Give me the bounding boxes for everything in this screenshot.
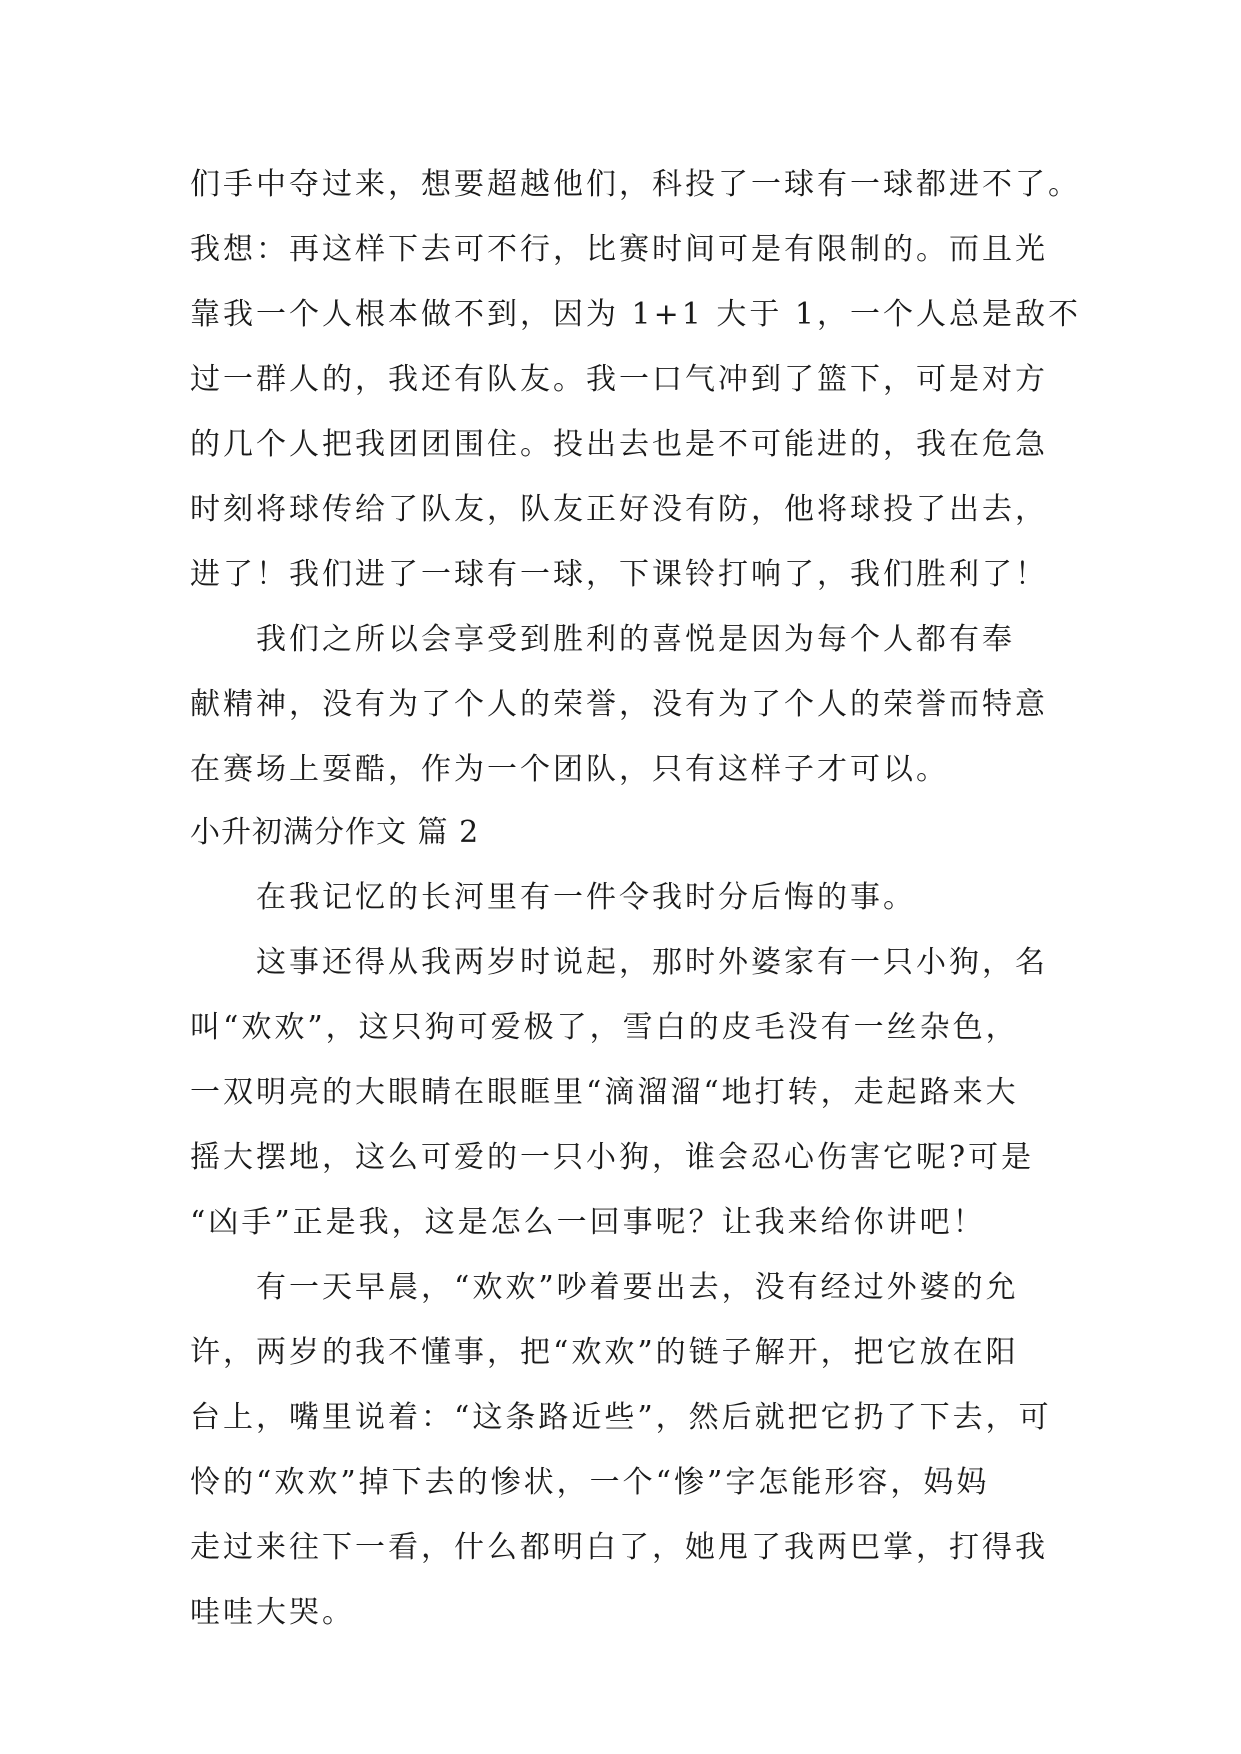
section-heading: 小升初满分作文 篇 2 <box>190 815 480 850</box>
text-line: 怜的“欢欢”掉下去的惨状，一个“惨”字怎能形容，妈妈 <box>190 1465 990 1500</box>
text-line: 我们之所以会享受到胜利的喜悦是因为每个人都有奉 <box>256 622 1015 657</box>
essay-part-2 <box>190 800 1060 1645</box>
essay-part-1 <box>190 152 1082 802</box>
text-line: 台上，嘴里说着：“这条路近些”，然后就把它扔了下去，可 <box>190 1400 1052 1435</box>
text-line: 哇哇大哭。 <box>190 1595 355 1630</box>
text-line: 我想：再这样下去可不行，比赛时间可是有限制的。而且光 <box>190 232 1048 267</box>
text-line: 进了！我们进了一球有一球，下课铃打响了，我们胜利了！ <box>190 557 1048 592</box>
text-line: 在赛场上耍酷，作为一个团队，只有这样子才可以。 <box>190 752 949 787</box>
text-line: 们手中夺过来，想要超越他们，科投了一球有一球都进不了。 <box>190 167 1081 202</box>
paragraph-basketball-game <box>190 152 1082 607</box>
text-line: 靠我一个人根本做不到，因为 1+1 大于 1，一个人总是敌不 <box>190 297 1082 332</box>
text-line: 有一天早晨，“欢欢”吵着要出去，没有经过外婆的允 <box>256 1270 1019 1305</box>
text-line: 过一群人的，我还有队友。我一口气冲到了篮下，可是对方 <box>190 362 1048 397</box>
text-line: 时刻将球传给了队友，队友正好没有防，他将球投了出去， <box>190 492 1048 527</box>
text-line: 许，两岁的我不懂事，把“欢欢”的链子解开，把它放在阳 <box>190 1335 1019 1370</box>
text-line: 一双明亮的大眼睛在眼眶里“滴溜溜“地打转，走起路来大 <box>190 1075 1019 1110</box>
text-line: 叫“欢欢”，这只狗可爱极了，雪白的皮毛没有一丝杂色， <box>190 1010 1019 1045</box>
paragraph-team-spirit <box>190 607 1060 802</box>
paragraph-regret-intro <box>190 865 1060 930</box>
text-line: 走过来往下一看，什么都明白了，她甩了我两巴掌，打得我 <box>190 1530 1048 1565</box>
text-line: 在我记忆的长河里有一件令我时分后悔的事。 <box>256 880 916 915</box>
text-line: 献精神，没有为了个人的荣誉，没有为了个人的荣誉而特意 <box>190 687 1048 722</box>
text-line: 的几个人把我团团围住。投出去也是不可能进的，我在危急 <box>190 427 1048 462</box>
text-line: 这事还得从我两岁时说起，那时外婆家有一只小狗，名 <box>256 945 1048 980</box>
text-line: “凶手”正是我，这是怎么一回事呢？让我来给你讲吧！ <box>190 1205 986 1240</box>
paragraph-dog-description <box>190 930 1060 1255</box>
paragraph-incident <box>190 1255 1060 1645</box>
text-line: 摇大摆地，这么可爱的一只小狗，谁会忍心伤害它呢?可是 <box>190 1140 1035 1175</box>
